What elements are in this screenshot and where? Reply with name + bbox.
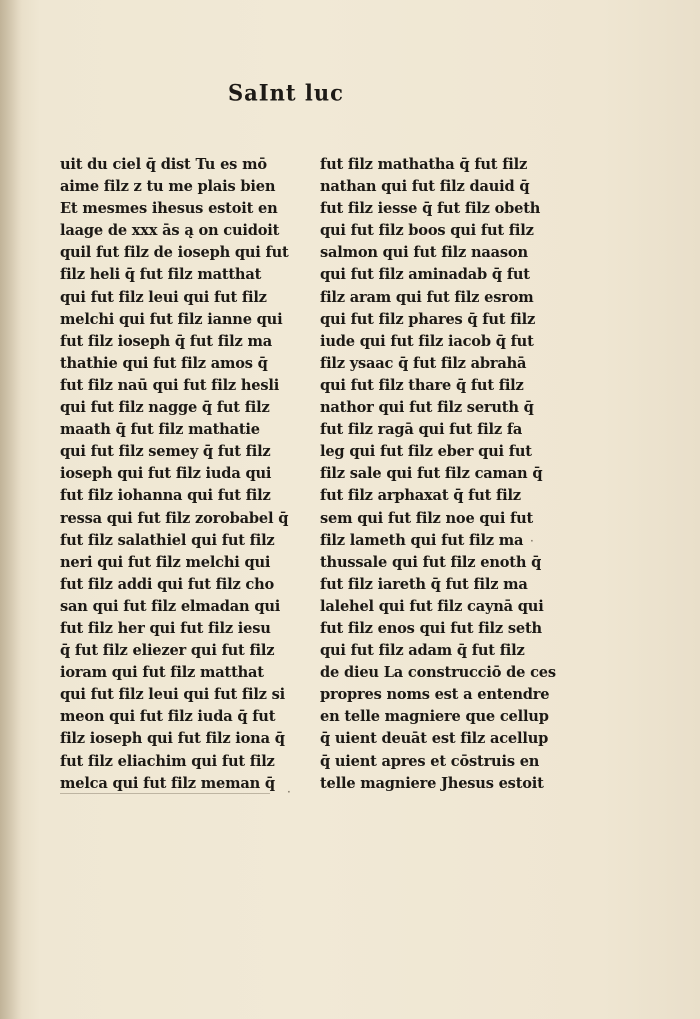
text-line: melca qui fut filz meman q̄: [60, 774, 275, 792]
text-line: qui fut filz leui qui fut filz: [60, 288, 267, 306]
text-line: filz aram qui fut filz esrom: [320, 288, 534, 306]
text-line: qui fut filz nagge q̄ fut filz: [60, 399, 270, 417]
text-line: fut filz naū qui fut filz hesli: [60, 376, 280, 394]
text-line: laage de xxx ās ą on cuidoit: [60, 222, 280, 240]
right-text-column: [320, 154, 556, 795]
text-line: filz sale qui fut filz caman q̄: [320, 465, 543, 483]
text-line: iude qui fut filz iacob q̄ fut: [320, 332, 534, 350]
text-line: maath q̄ fut filz mathatie: [60, 421, 260, 439]
text-line: qui fut filz thare q̄ fut filz: [320, 376, 524, 394]
ink-speck: ·: [530, 534, 534, 548]
text-line: uit du ciel q̄ dist Tu es mō: [60, 156, 267, 173]
text-line: neri qui fut filz melchi qui: [60, 553, 271, 571]
text-line: q̄ uient apres et cōstruis en: [320, 752, 540, 770]
text-line: telle magniere Jhesus estoit: [320, 774, 544, 792]
text-line: fut filz iesse q̄ fut filz obeth: [320, 200, 541, 218]
running-head: SaInt luc: [228, 79, 344, 106]
text-line: fut filz arphaxat q̄ fut filz: [320, 487, 521, 505]
text-line: melchi qui fut filz ianne qui: [60, 310, 283, 328]
text-line: thussale qui fut filz enoth q̄: [320, 553, 542, 571]
text-line: fut filz mathatha q̄ fut filz: [320, 156, 528, 173]
text-line: thathie qui fut filz amos q̄: [60, 354, 268, 372]
text-line: de dieu La construcciō de ces: [320, 664, 556, 682]
text-line: salmon qui fut filz naason: [320, 244, 528, 262]
text-line: qui fut filz aminadab q̄ fut: [320, 266, 530, 284]
text-line: lalehel qui fut filz caynā qui: [320, 597, 544, 615]
text-line: fut filz salathiel qui fut filz: [60, 531, 275, 549]
text-line: ioram qui fut filz matthat: [60, 664, 264, 682]
text-line: en telle magniere que cellup: [320, 708, 549, 726]
text-line: fut filz ioseph q̄ fut filz ma: [60, 332, 272, 350]
text-line: propres noms est a entendre: [320, 686, 550, 704]
text-line: san qui fut filz elmadan qui: [60, 597, 281, 615]
text-line: qui fut filz boos qui fut filz: [320, 222, 534, 240]
text-line: filz ysaac q̄ fut filz abrahā: [320, 354, 527, 372]
text-line: leg qui fut filz eber qui fut: [320, 443, 532, 461]
text-line: qui fut filz phares q̄ fut filz: [320, 310, 536, 328]
text-line: qui fut filz leui qui fut filz si: [60, 686, 285, 704]
text-line: q̄ uient deuāt est filz acellup: [320, 730, 549, 748]
text-line: fut filz her qui fut filz iesu: [60, 619, 271, 637]
text-line: filz lameth qui fut filz ma: [320, 531, 524, 549]
text-line: sem qui fut filz noe qui fut: [320, 509, 534, 527]
text-line: fut filz eliachim qui fut filz: [60, 752, 275, 770]
left-text-column: [60, 154, 289, 795]
text-line: fut filz ragā qui fut filz fa: [320, 421, 523, 439]
text-line: Et mesmes ihesus estoit en: [60, 200, 278, 218]
text-line: quil fut filz de ioseph qui fut: [60, 244, 289, 262]
gutter-shadow: [0, 0, 22, 1019]
text-line: fut filz enos qui fut filz seth: [320, 619, 542, 637]
printer-rule-left: [60, 793, 270, 794]
text-line: aime filz z tu me plais bien: [60, 178, 276, 196]
text-line: qui fut filz semey q̄ fut filz: [60, 443, 271, 461]
text-line: ioseph qui fut filz iuda qui: [60, 465, 272, 483]
text-line: q̄ fut filz eliezer qui fut filz: [60, 642, 275, 660]
text-line: fut filz addi qui fut filz cho: [60, 575, 275, 593]
ink-speck: ·: [287, 785, 291, 799]
text-line: meon qui fut filz iuda q̄ fut: [60, 708, 276, 726]
text-line: filz heli q̄ fut filz matthat: [60, 266, 262, 284]
text-line: fut filz iareth q̄ fut filz ma: [320, 575, 528, 593]
text-line: fut filz iohanna qui fut filz: [60, 487, 271, 505]
text-line: filz ioseph qui fut filz iona q̄: [60, 730, 285, 748]
text-line: ressa qui fut filz zorobabel q̄: [60, 509, 289, 527]
text-line: qui fut filz adam q̄ fut filz: [320, 642, 525, 660]
text-line: nathor qui fut filz seruth q̄: [320, 399, 534, 417]
text-line: nathan qui fut filz dauid q̄: [320, 178, 530, 196]
